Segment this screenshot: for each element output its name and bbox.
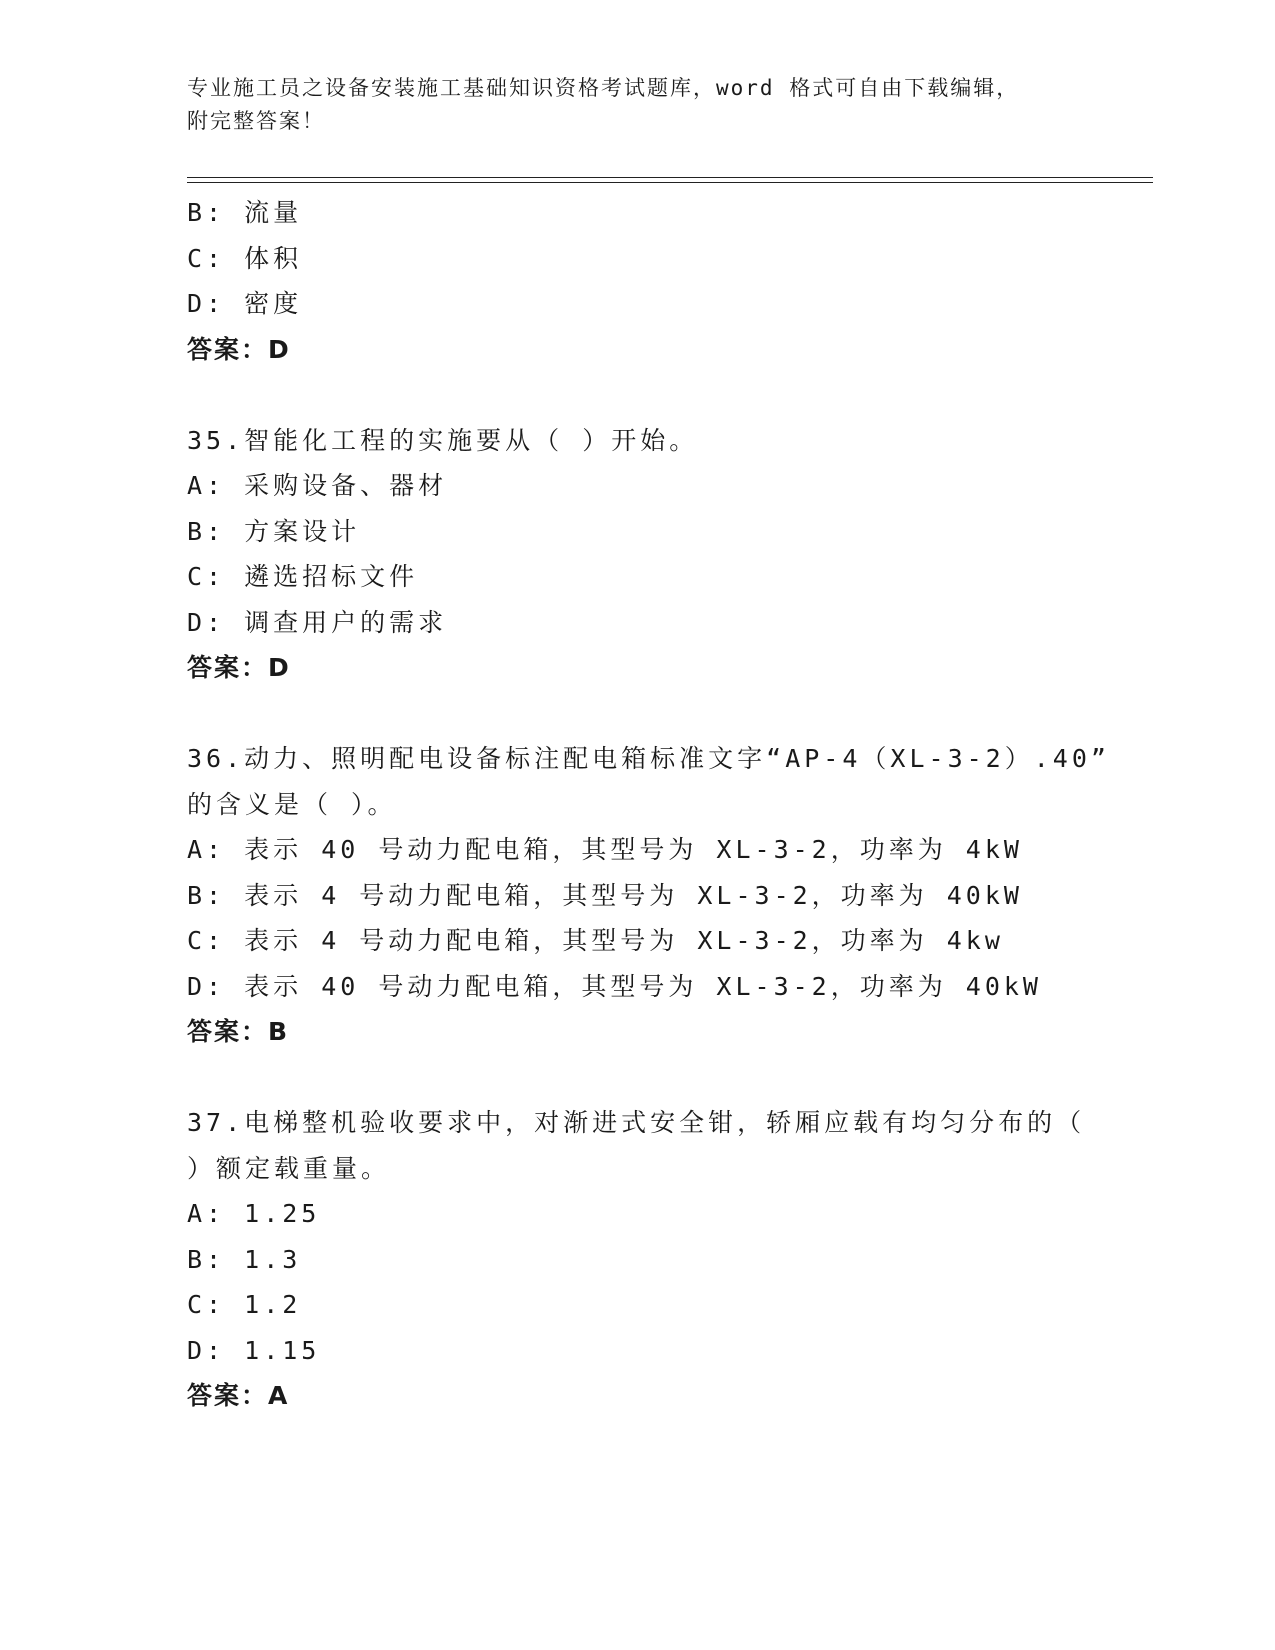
option-c: C: 体积 xyxy=(187,243,303,273)
header-line-2: 附完整答案！ xyxy=(187,109,325,133)
option-a: A: 表示 40 号动力配电箱，其型号为 XL-3-2，功率为 4kW xyxy=(187,835,1023,864)
answer-line: 答案：D xyxy=(187,653,291,682)
question-35 xyxy=(187,418,1107,691)
spacer xyxy=(187,1055,1107,1101)
question-36 xyxy=(187,736,1110,1055)
header-divider-bottom xyxy=(187,182,1153,183)
option-c: C: 1.2 xyxy=(187,1290,302,1319)
option-b: B: 表示 4 号动力配电箱，其型号为 XL-3-2，功率为 40kW xyxy=(187,880,1023,910)
option-d: D: 密度 xyxy=(187,289,303,318)
question-37 xyxy=(187,1100,1107,1419)
answer-line: 答案：A xyxy=(187,1381,290,1410)
question-stem: 35.智能化工程的实施要从（ ）开始。 xyxy=(187,425,699,455)
header-divider-top xyxy=(187,177,1153,178)
question-stem-continued: ）额定载重量。 xyxy=(187,1153,391,1183)
spacer xyxy=(187,691,1107,737)
spacer xyxy=(187,372,1107,418)
answer-line: 答案：B xyxy=(187,1017,290,1046)
option-b: B: 流量 xyxy=(187,198,303,227)
option-a: A: 采购设备、器材 xyxy=(187,471,448,500)
option-d: D: 表示 40 号动力配电箱，其型号为 XL-3-2，功率为 40kW xyxy=(187,971,1042,1001)
document-header xyxy=(187,72,1087,138)
option-d: D: 1.15 xyxy=(187,1335,321,1365)
question-stem: 37.电梯整机验收要求中，对渐进式安全钳，轿厢应载有均匀分布的（ xyxy=(187,1108,1086,1137)
option-c: C: 表示 4 号动力配电箱，其型号为 XL-3-2，功率为 4kw xyxy=(187,926,1004,955)
header-line-1: 专业施工员之设备安装施工基础知识资格考试题库，word 格式可自由下载编辑， xyxy=(187,76,1020,100)
question-list xyxy=(187,190,1110,1419)
question-stem: 36.动力、照明配电设备标注配电箱标准文字“AP-4（XL-3-2）.40” xyxy=(187,744,1110,773)
answer-line: 答案：D xyxy=(187,334,291,364)
question-stem-continued: 的含义是（ ）。 xyxy=(187,789,397,819)
prev-question-block xyxy=(187,190,1107,372)
option-b: B: 方案设计 xyxy=(187,516,361,546)
option-a: A: 1.25 xyxy=(187,1199,321,1228)
option-c: C: 遴选招标文件 xyxy=(187,562,419,591)
option-b: B: 1.3 xyxy=(187,1244,302,1274)
option-d: D: 调查用户的需求 xyxy=(187,607,448,637)
